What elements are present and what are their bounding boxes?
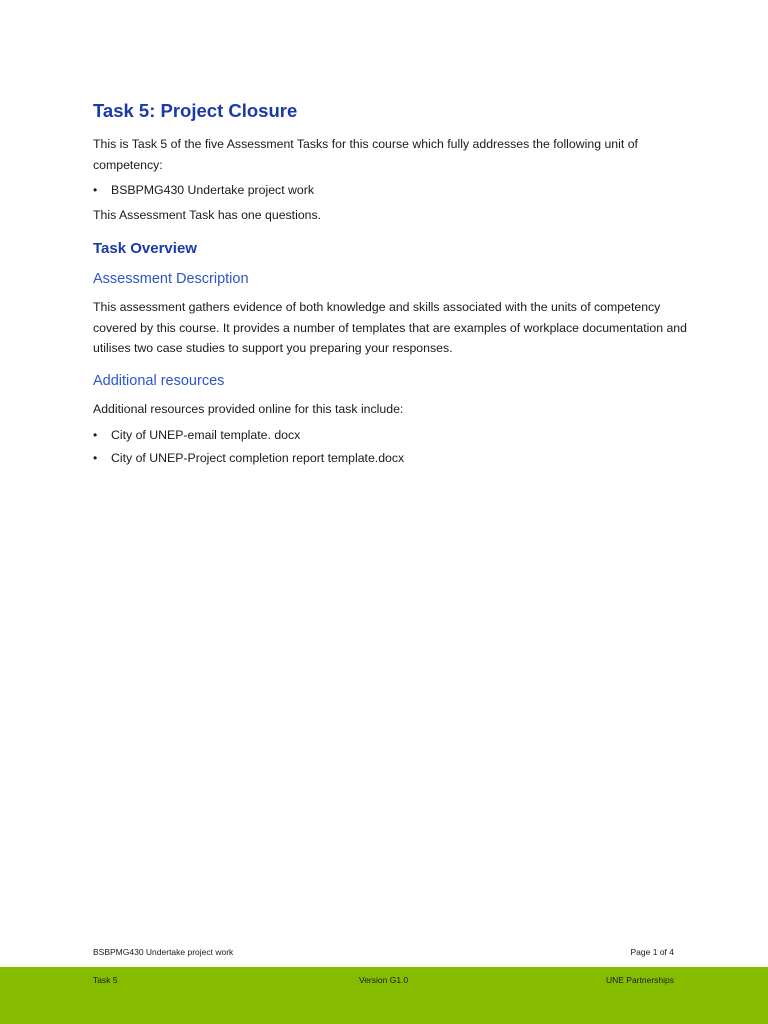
list-item bbox=[93, 425, 693, 446]
bullet-icon: • bbox=[93, 428, 98, 442]
assessment-description-body: This assessment gathers evidence of both knowledge and skills associated with the units of competency covered by this course. It provides a number of templates that are examples of workplace documentation and utilises two case studies to support you preparing your responses. bbox=[93, 300, 687, 355]
list-item bbox=[93, 448, 693, 469]
bullet-icon: • bbox=[93, 450, 98, 465]
page-title: Task 5: Project Closure bbox=[93, 100, 298, 121]
bullet-icon: • bbox=[93, 183, 98, 197]
additional-resources-heading: Additional resources bbox=[93, 372, 225, 389]
additional-resources-intro: Additional resources provided online for this task include: bbox=[93, 401, 404, 416]
footer-page-number: Page 1 of 4 bbox=[630, 947, 674, 957]
footer-unit: BSBPMG430 Undertake project work bbox=[93, 947, 234, 957]
unit-label: BSBPMG430 Undertake project work bbox=[111, 183, 314, 197]
footer-version: Version G1.0 bbox=[359, 975, 409, 985]
footer-band bbox=[0, 967, 768, 1024]
intro-paragraph: This is Task 5 of the five Assessment Tasks for this course which fully addresses the following unit of competency: bbox=[93, 137, 638, 172]
footer-task: Task 5 bbox=[93, 975, 118, 985]
unit-list bbox=[93, 180, 693, 201]
footer-organisation: UNE Partnerships bbox=[605, 975, 674, 985]
task-overview-heading: Task Overview bbox=[93, 240, 197, 257]
list-item bbox=[93, 180, 693, 201]
footer-top-row bbox=[93, 947, 674, 961]
resource-label: City of UNEP-Project completion report template.docx bbox=[111, 450, 405, 465]
resource-list bbox=[93, 425, 693, 468]
assessment-description-heading: Assessment Description bbox=[93, 271, 249, 287]
resource-label: City of UNEP-email template. docx bbox=[111, 428, 301, 442]
question-count-text: This Assessment Task has one questions. bbox=[93, 207, 322, 222]
document-body bbox=[93, 98, 693, 472]
